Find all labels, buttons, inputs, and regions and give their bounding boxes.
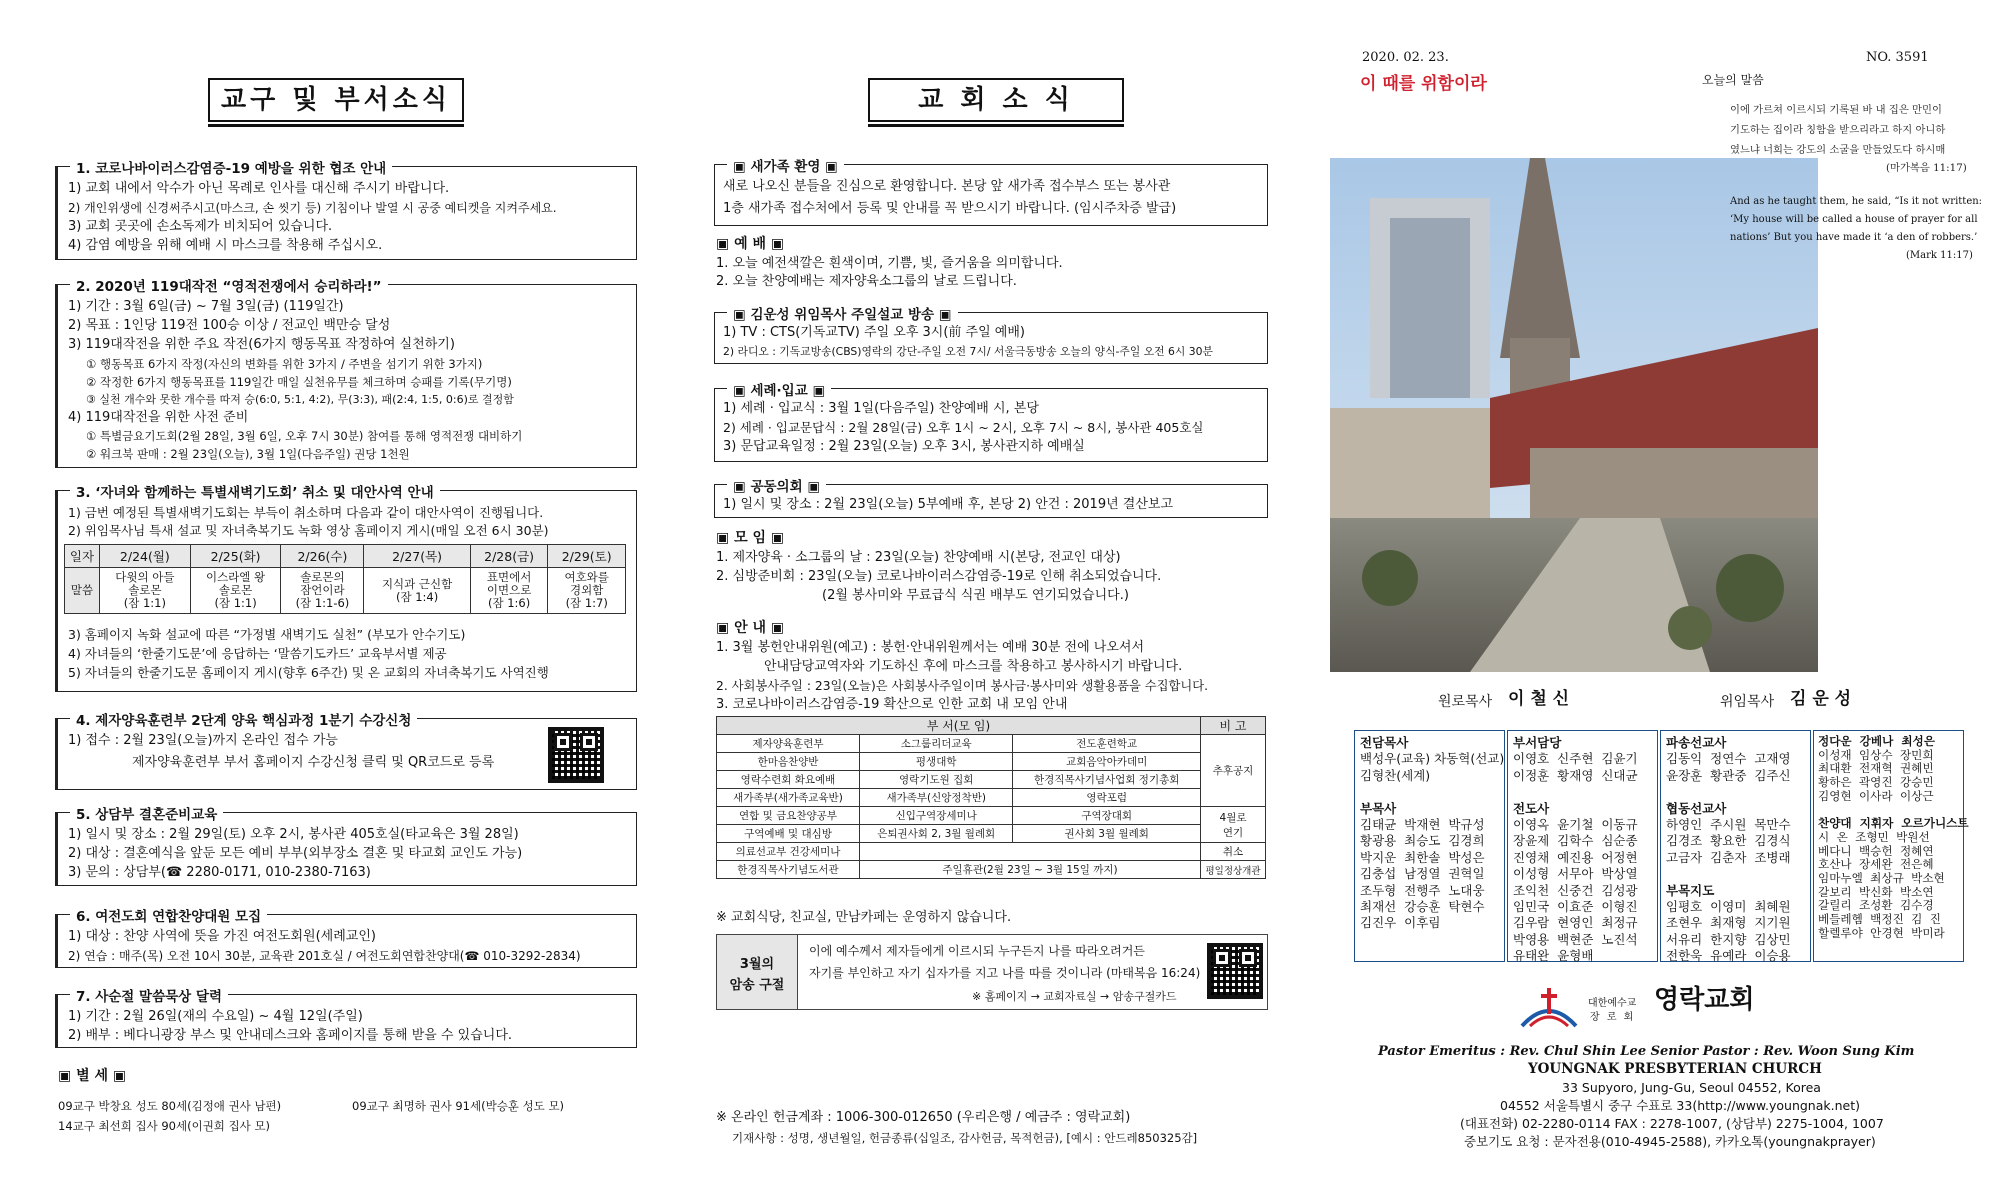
staff-line: 김경조 황요한 김경식 <box>1666 833 1791 849</box>
staff-line: 김진우 이후림 <box>1360 915 1441 931</box>
table-cell: 의료선교부 건강세미나 <box>717 843 860 861</box>
line: 2) 위임목사님 특새 설교 및 자녀축복기도 녹화 영상 홈페이지 게시(매일 오전 6시 30분) <box>68 523 549 538</box>
line: 2. 사회봉사주일 : 23일(오늘)은 사회봉사주일이며 봉사금·봉사미와 생활용품을 수집합니다. <box>716 679 1209 693</box>
staff-line: 고금자 김춘자 조병래 <box>1666 849 1791 865</box>
line: 2) 세례 · 입교문답식 : 2월 28일(금) 오후 1시 ~ 2시, 오후 7시 ~ 8시, 봉사관 405호실 <box>723 420 1204 435</box>
section-title: ▣ 새가족 환영 ▣ <box>727 155 844 175</box>
verse-line: ※ 홈페이지 → 교회자료실 → 암송구절카드 <box>972 990 1177 1003</box>
section-broadcast <box>714 307 1268 364</box>
staff-line: 협동선교사 <box>1666 800 1727 816</box>
department-table <box>716 716 1266 879</box>
section-counseling <box>55 807 637 886</box>
section-title: ▣ 김운성 위임목사 주일설교 방송 ▣ <box>727 303 958 323</box>
word-en-line: ‘My house will be called a house of prayer for all <box>1730 214 1978 225</box>
line: 1층 새가족 접수처에서 등록 및 안내를 꼭 받으시기 바랍니다. (임시주차증 발급) <box>723 201 1177 216</box>
staff-box-1 <box>1354 730 1505 962</box>
line: 1) 기간 : 2월 26일(재의 수요일) ~ 4월 12일(주일) <box>68 1009 363 1024</box>
staff-line: 김형찬(세계) <box>1360 767 1431 783</box>
line: 3) 119대작전을 위한 주요 작전(6가지 행동목표 작정하여 실천하기) <box>68 337 455 352</box>
staff-column <box>1666 735 1791 965</box>
memory-verse-box <box>716 934 1268 1010</box>
table-header: 부 서(모 임) <box>717 717 1201 735</box>
staff-line: 장윤제 김학수 심순종 <box>1513 833 1638 849</box>
line: ② 작정한 6가지 행동목표를 119일간 매일 실천유무를 체크하며 승패를 기록(무기명) <box>86 375 512 389</box>
line: ① 특별금요기도회(2월 28일, 3월 6일, 오후 7시 30분) 참여를 통해 영적전쟁 대비하기 <box>86 429 523 443</box>
offering-line: ※ 온라인 헌금계좌 : 1006-300-012650 (우리은행 / 예금주 : 영락교회) <box>716 1110 1131 1125</box>
line: 2) 목표 : 1인당 119전 100승 이상 / 전교인 백만승 달성 <box>68 318 391 333</box>
bereavement-line: 09교구 박창요 성도 80세(김정애 권사 남편) <box>58 1099 282 1113</box>
pastor-emeritus-name: 이 철 신 <box>1508 689 1570 709</box>
issue-date: 2020. 02. 23. <box>1362 50 1449 65</box>
line: 1) 금번 예정된 특별새벽기도회는 부득이 취소하며 다음과 같이 대안사역이 진행됩니다. <box>68 505 544 520</box>
line: 2) 개인위생에 신경써주시고(마스크, 손 씻기 등) 기침이나 발열 시 공중 예티켓을 지켜주세요. <box>68 201 557 215</box>
section-title: 1. 코로나바이러스감염증-19 예방을 위한 협조 안내 <box>70 157 392 177</box>
staff-line: 조익천 신중건 김성광 <box>1513 882 1638 898</box>
line: 4) 자녀들의 ‘한줄기도문’에 응답하는 ‘말씀기도카드’ 교육부서별 제공 <box>68 646 447 661</box>
table-header: 말씀 <box>65 568 100 614</box>
section-council <box>714 479 1268 518</box>
section-title: 5. 상담부 결혼준비교육 <box>70 803 223 823</box>
issue-number: NO. 3591 <box>1866 50 1929 65</box>
staff-line: 백성우(교육) 차동혁(선교) <box>1360 751 1505 767</box>
table-cell: 추후공지 <box>1201 735 1266 807</box>
staff-line: 김충섭 남정열 권혁일 <box>1360 866 1485 882</box>
table-cell: 2/29(토) <box>548 545 626 568</box>
staff-line: 베다니 백승헌 정혜연 <box>1818 843 1934 858</box>
offering-line: 기재사항 : 성명, 생년월일, 헌금종류(십일조, 감사헌금, 목적헌금), [예시 : 안드레850325감] <box>732 1131 1198 1145</box>
section-dawn-prayer <box>55 485 637 692</box>
church-name: 영락교회 <box>1654 985 1755 1015</box>
word-en-line: nations’ But you have made it ‘a den of robbers.’ <box>1730 232 1978 243</box>
table-cell: 새가족부(신앙정착반) <box>859 789 1012 807</box>
table-cell <box>190 568 281 614</box>
line: 2) 라디오 : 기독교방송(CBS)영락의 강단-주일 오전 7시/ 서울극동방송 오늘의 양식-주일 오전 6시 30분 <box>723 345 1213 358</box>
staff-line: 부목지도 <box>1666 882 1715 898</box>
staff-line: 진영채 예진용 어정현 <box>1513 849 1638 865</box>
staff-line: 임민국 이효준 이형진 <box>1513 899 1638 915</box>
senior-pastor-role: 위임목사 <box>1720 694 1775 710</box>
staff-line: 하영인 주시원 목만수 <box>1666 817 1791 833</box>
table-cell: 구역장대회 <box>1013 807 1201 825</box>
line: 1. 3월 봉헌안내위원(예고) : 봉헌·안내위원께서는 예배 30분 전에 나오셔서 <box>716 640 1144 655</box>
staff-line: 최재선 강승훈 탁현수 <box>1360 899 1485 915</box>
staff-line <box>1360 784 1504 800</box>
table-cell: 연합 및 금요찬양공부 <box>717 807 860 825</box>
address-line: (대표전화) 02-2280-0114 FAX : 2278-1007, (상담부) 2275-1004, 1007 <box>1460 1116 1884 1131</box>
cell-line: 4월로 <box>1219 811 1247 824</box>
cell-line: 이면으로 <box>486 583 532 597</box>
section-title: ▣ 공동의회 ▣ <box>727 475 826 495</box>
staff-line: 이정훈 황재영 신대균 <box>1513 767 1638 783</box>
word-ko-line: 기도하는 집이라 칭함을 받으리라고 하지 아니하 <box>1730 124 1946 136</box>
line: 3) 문답교육일정 : 2월 23일(오늘) 오후 3시, 봉사관지하 예배실 <box>723 439 1085 454</box>
line: 1) 대상 : 찬양 사역에 뜻을 가진 여전도회원(세례교인) <box>68 929 376 944</box>
qr-code[interactable] <box>548 727 604 783</box>
section-title: 2. 2020년 119대작전 “영적전쟁에서 승리하라!” <box>70 275 388 295</box>
cell-line: 다윗의 아들 <box>115 570 175 584</box>
table-cell: 영락포럼 <box>1013 789 1201 807</box>
table-cell: 은퇴권사회 2, 3월 월례회 <box>859 825 1012 843</box>
denomination-line: 대한예수교 <box>1588 998 1637 1009</box>
staff-line: 박영용 백현준 노진석 <box>1513 931 1638 947</box>
line: 새로 나오신 분들을 진심으로 환영합니다. 본당 앞 새가족 접수부스 또는 봉사관 <box>723 179 1171 194</box>
line: ② 워크북 판매 : 2월 23일(오늘), 3월 1일(다음주일) 권당 1천원 <box>86 447 410 461</box>
staff-line: 이영옥 윤기철 이동규 <box>1513 817 1638 833</box>
line: 1) 기간 : 3월 6일(금) ~ 7월 3일(금) (119일간) <box>68 299 344 314</box>
table-cell: 전도훈련학교 <box>1013 735 1201 753</box>
line: 4) 119대작전을 위한 사전 준비 <box>68 410 249 425</box>
weekly-theme: 이 때를 위함이라 <box>1360 74 1487 94</box>
staff-line: 윤장훈 황관중 김주신 <box>1666 767 1791 783</box>
address-line: 04552 서울특별시 중구 수표로 33(http://www.youngnak.net) <box>1500 1098 1860 1113</box>
church-english: YOUNGNAK PRESBYTERIAN CHURCH <box>1528 1061 1822 1077</box>
section-corona <box>55 161 637 260</box>
pastors-english: Pastor Emeritus : Rev. Chul Shin Lee Senior Pastor : Rev. Woon Sung Kim <box>1378 1044 1915 1059</box>
cell-line: 솔로몬 <box>218 583 253 597</box>
table-cell: 2/26(수) <box>281 545 364 568</box>
label-line: 3월의 <box>739 957 775 972</box>
line: 2) 연습 : 매주(목) 오전 10시 30분, 교육관 201호실 / 여전도회연합찬양대(☎ 010-3292-2834) <box>68 949 581 963</box>
section-title: ▣ 세례·입교 ▣ <box>727 379 831 399</box>
staff-line <box>1666 784 1791 800</box>
table-cell: 소그룹리더교육 <box>859 735 1012 753</box>
line: 1) 접수 : 2월 23일(오늘)까지 온라인 접수 가능 <box>68 733 338 748</box>
table-cell: 제자양육훈련부 <box>717 735 860 753</box>
line: 3. 코로나바이러스감염증-19 확산으로 인한 교회 내 모임 안내 <box>716 697 1068 712</box>
line: 1) 일시 및 장소 : 2월 29일(토) 오후 2시, 봉사관 405호실(타교육은 3월 28일) <box>68 827 519 842</box>
staff-line: 조현우 최재형 지기원 <box>1666 915 1791 931</box>
church-logo-icon <box>1520 986 1578 1030</box>
staff-line <box>1513 784 1638 800</box>
table-cell: 2/25(화) <box>190 545 281 568</box>
staff-line: 김영현 이사라 이상근 <box>1818 788 1934 803</box>
cell-line: 경외함 <box>570 583 604 597</box>
section-choir <box>55 909 637 968</box>
table-cell: 평일정상개관 <box>1201 861 1266 879</box>
staff-line: 호산나 장세완 전은혜 <box>1818 857 1934 872</box>
staff-box-2 <box>1507 730 1658 962</box>
denomination-line: 장 로 회 <box>1590 1012 1636 1023</box>
line: 제자양육훈련부 부서 홈페이지 수강신청 클릭 및 QR코드로 등록 <box>132 755 495 770</box>
mid-banner: 교 회 소 식 <box>868 78 1124 122</box>
table-cell: 영락수련회 화요예배 <box>717 771 860 789</box>
verse-line: 자기를 부인하고 자기 십자가를 지고 나를 따를 것이니라 (마태복음 16:24) <box>809 966 1201 980</box>
table-cell: 2/28(금) <box>470 545 548 568</box>
left-banner: 교구 및 부서소식 <box>208 78 464 122</box>
section-new-family <box>714 159 1268 226</box>
table-cell <box>364 568 470 614</box>
staff-line: 이성형 서무아 박상열 <box>1513 866 1638 882</box>
line: 3) 홈페이지 녹화 설교에 따른 “가정별 새벽기도 실천” (부모가 안수기도) <box>68 627 466 642</box>
line: 1) 교회 내에서 악수가 아닌 목례로 인사를 대신해 주시기 바랍니다. <box>68 181 450 196</box>
staff-line: 베들레헴 백정진 김 진 <box>1818 912 1941 927</box>
address-line: 중보기도 요청 : 문자전용(010-4945-2588), 카카오톡(youngnakprayer) <box>1464 1134 1876 1149</box>
line: (2월 봉사미와 무료급식 식권 배부도 연기되었습니다.) <box>822 588 1129 603</box>
staff-line: 박지운 최한솔 박성은 <box>1360 849 1485 865</box>
staff-line: 부목사 <box>1360 800 1397 816</box>
table-header: 비 고 <box>1201 717 1266 735</box>
table-cell: 한마음찬양반 <box>717 753 860 771</box>
staff-line: 조두형 전행주 노대웅 <box>1360 882 1485 898</box>
staff-line: 갈릴리 조성환 김수경 <box>1818 898 1934 913</box>
table-cell: 신입구역장세미나 <box>859 807 1012 825</box>
staff-line: 찬양대 지휘자 오르가니스트 <box>1818 816 1969 831</box>
staff-line: 이성재 임상수 장민희 <box>1818 747 1934 762</box>
table-cell: 2/24(월) <box>100 545 191 568</box>
cell-line: 이스라엘 왕 <box>205 570 266 584</box>
staff-line <box>1666 866 1791 882</box>
bereavement-line: 09교구 최명하 권사 91세(박승훈 성도 모) <box>352 1099 565 1113</box>
word-ko-line: (마가복음 11:17) <box>1886 162 1967 174</box>
staff-box-4 <box>1813 730 1969 962</box>
staff-line: 김동익 정연수 고재영 <box>1666 751 1791 767</box>
table-cell: 취소 <box>1201 843 1266 861</box>
line: 2) 대상 : 결혼예식을 앞둔 모든 예비 부부(외부장소 결혼 및 타교회 교인도 가능) <box>68 846 523 861</box>
word-ko-line: 이에 가르쳐 이르시되 기록된 바 내 집은 만민이 <box>1730 104 1942 116</box>
meeting-title: ▣ 모 임 ▣ <box>716 530 785 546</box>
table-cell: 권사회 3월 월례회 <box>1013 825 1201 843</box>
verse-line: 이에 예수께서 제자들에게 이르시되 누구든지 나를 따라오려거든 <box>809 944 1145 958</box>
staff-line: 임평호 이영미 최혜원 <box>1666 899 1791 915</box>
line: 3) 교회 곳곳에 손소독제가 비치되어 있습니다. <box>68 219 333 234</box>
staff-line: 전한욱 유예라 이승용 <box>1666 948 1791 964</box>
line: ③ 실천 개수와 못한 개수를 따져 승(6:0, 5:1, 4:2), 무(3:3), 패(2:4, 1:5, 0:6)로 결정함 <box>86 393 514 406</box>
table-cell <box>859 843 1200 861</box>
section-lent <box>55 989 637 1048</box>
cell-line: (잠 1:4) <box>395 589 439 604</box>
prayer-schedule-table <box>64 544 626 614</box>
line: ① 행동목표 6가지 작정(자신의 변화를 위한 3가지 / 주변을 섬기기 위한 3가지) <box>86 357 483 371</box>
staff-column <box>1818 735 1969 941</box>
staff-line: 할렐루야 안경현 박미라 <box>1818 925 1945 940</box>
staff-line: 유태완 윤형배 <box>1513 948 1594 964</box>
bereavement-title: ▣ 별 세 ▣ <box>58 1068 127 1084</box>
table-cell <box>1201 807 1266 843</box>
section-title: 4. 제자양육훈련부 2단계 양육 핵심과정 1분기 수강신청 <box>70 709 417 729</box>
cell-line: 솔로몬의 <box>300 570 345 584</box>
line: 2. 심방준비회 : 23일(오늘) 코로나바이러스감염증-19로 인해 취소되었습니다. <box>716 569 1162 584</box>
table-cell: 구역예배 및 대심방 <box>717 825 860 843</box>
table-cell: 새가족부(새가족교육반) <box>717 789 860 807</box>
staff-line <box>1818 804 1969 818</box>
pastor-emeritus-role: 원로목사 <box>1438 694 1493 710</box>
line: 1. 오늘 예전색깔은 흰색이며, 기쁨, 빛, 즐거움을 의미합니다. <box>716 256 1063 271</box>
staff-line: 전담목사 <box>1360 735 1409 750</box>
staff-line: 정다운 강베나 최성은 <box>1818 734 1935 748</box>
table-cell <box>281 568 364 614</box>
line: 1) 세례 · 입교식 : 3월 1일(다음주일) 찬양예배 시, 본당 <box>723 401 1039 416</box>
line: 2. 오늘 찬양예배는 제자양육소그룹의 날로 드립니다. <box>716 274 1017 289</box>
staff-line: 파송선교사 <box>1666 735 1727 750</box>
line: 3) 문의 : 상담부(☎ 2280-0171, 010-2380-7163) <box>68 865 371 880</box>
line: 1. 제자양육 · 소그룹의 날 : 23일(오늘) 찬양예배 시(본당, 전교인 대상) <box>716 550 1121 565</box>
table-cell: 2/27(목) <box>364 545 470 568</box>
notice-title: ▣ 안 내 ▣ <box>716 620 785 636</box>
address-line: 33 Supyoro, Jung-Gu, Seoul 04552, Korea <box>1562 1080 1821 1095</box>
cell-line: (잠 1:1) <box>214 596 257 610</box>
section-training <box>55 713 637 790</box>
line: 1) TV : CTS(기독교TV) 주일 오후 3시(前 주일 예배) <box>723 325 1025 340</box>
line: 2) 배부 : 베다니광장 부스 및 안내데스크와 홈페이지를 통해 받을 수 있습니다. <box>68 1028 513 1043</box>
line: 안내담당교역자와 기도하신 후에 마스크를 착용하고 봉사하시기 바랍니다. <box>764 659 1183 674</box>
table-cell <box>470 568 548 614</box>
senior-pastor-name: 김 운 성 <box>1790 689 1852 709</box>
table-cell: 주일휴관(2월 23일 ~ 3월 15일 까지) <box>859 861 1200 879</box>
staff-line: 임마누엘 최상규 박소현 <box>1818 871 1945 886</box>
table-cell: 평생대학 <box>859 753 1012 771</box>
verse-qr-code[interactable] <box>1207 943 1263 999</box>
cell-line: (잠 1:1) <box>123 596 166 610</box>
table-cell <box>548 568 626 614</box>
staff-box-3 <box>1660 730 1811 962</box>
section-119 <box>55 279 637 468</box>
cell-line: 연기 <box>1222 826 1244 839</box>
cell-line: 잠언이라 <box>300 583 345 597</box>
word-en-line: And as he taught them, he said, “Is it not written: <box>1730 196 1983 207</box>
todays-word-title: 오늘의 말씀 <box>1702 73 1764 87</box>
cell-line: (잠 1:7) <box>565 596 608 610</box>
staff-line: 시 온 조형민 박원선 <box>1818 829 1930 844</box>
section-title: 7. 사순절 말씀묵상 달력 <box>70 985 228 1005</box>
section-title: 3. ‘자녀와 함께하는 특별새벽기도회’ 취소 및 대안사역 안내 <box>70 481 440 501</box>
cafe-notice: ※ 교회식당, 친교실, 만남카페는 운영하지 않습니다. <box>716 910 1012 925</box>
table-cell: 교회음악아카데미 <box>1013 753 1201 771</box>
staff-line: 최대환 전재혁 권혜빈 <box>1818 761 1934 776</box>
cell-line: 솔로몬 <box>128 583 162 597</box>
section-baptism <box>714 383 1268 462</box>
line: 4) 감염 예방을 위해 예배 시 마스크를 착용해 주십시오. <box>68 238 383 253</box>
staff-line: 김태균 박재현 박규성 <box>1360 817 1485 833</box>
cell-line: 지식과 근신함 <box>381 576 453 591</box>
line: 1) 일시 및 장소 : 2월 23일(오늘) 5부예배 후, 본당 2) 안건 : 2019년 결산보고 <box>723 497 1174 512</box>
label-line: 암송 구절 <box>729 978 785 993</box>
cell-line: 여호와를 <box>564 570 609 584</box>
cell-line: (잠 1:1-6) <box>295 596 350 610</box>
staff-line: 황하은 곽영진 강승민 <box>1818 775 1934 790</box>
table-cell: 한경직목사기념사업회 정기총회 <box>1013 771 1201 789</box>
line: 5) 자녀들의 한줄기도문 홈페이지 게시(향후 6주간) 및 온 교회의 자녀축복기도 사역진행 <box>68 665 549 680</box>
staff-column <box>1360 735 1504 932</box>
table-cell: 한경직목사기념도서관 <box>717 861 860 879</box>
staff-line: 서유리 한지향 김상민 <box>1666 931 1791 947</box>
staff-line: 전도사 <box>1513 800 1550 816</box>
bereavement-line: 14교구 최선희 집사 90세(이권희 집사 모) <box>58 1119 271 1133</box>
word-ko-line: 였느냐 너희는 강도의 소굴을 만들었도다 하시매 <box>1730 144 1946 156</box>
staff-line: 이영호 신주현 김윤기 <box>1513 751 1638 767</box>
table-cell: 영락기도원 집회 <box>859 771 1012 789</box>
staff-line: 갈보리 박신화 박소연 <box>1818 884 1934 899</box>
table-cell <box>100 568 191 614</box>
staff-line: 황광용 최승도 김경희 <box>1360 833 1485 849</box>
staff-line: 김우람 현영인 최정규 <box>1513 915 1638 931</box>
cell-line: (잠 1:6) <box>487 596 531 610</box>
staff-column <box>1513 735 1638 965</box>
memory-verse-label <box>717 935 798 1009</box>
table-header: 일자 <box>65 545 100 568</box>
staff-line: 부서담당 <box>1513 735 1562 750</box>
word-en-line: (Mark 11:17) <box>1906 250 1973 261</box>
cell-line: 표면에서 <box>486 570 532 584</box>
worship-title: ▣ 예 배 ▣ <box>716 236 785 252</box>
section-title: 6. 여전도회 연합찬양대원 모집 <box>70 905 267 925</box>
